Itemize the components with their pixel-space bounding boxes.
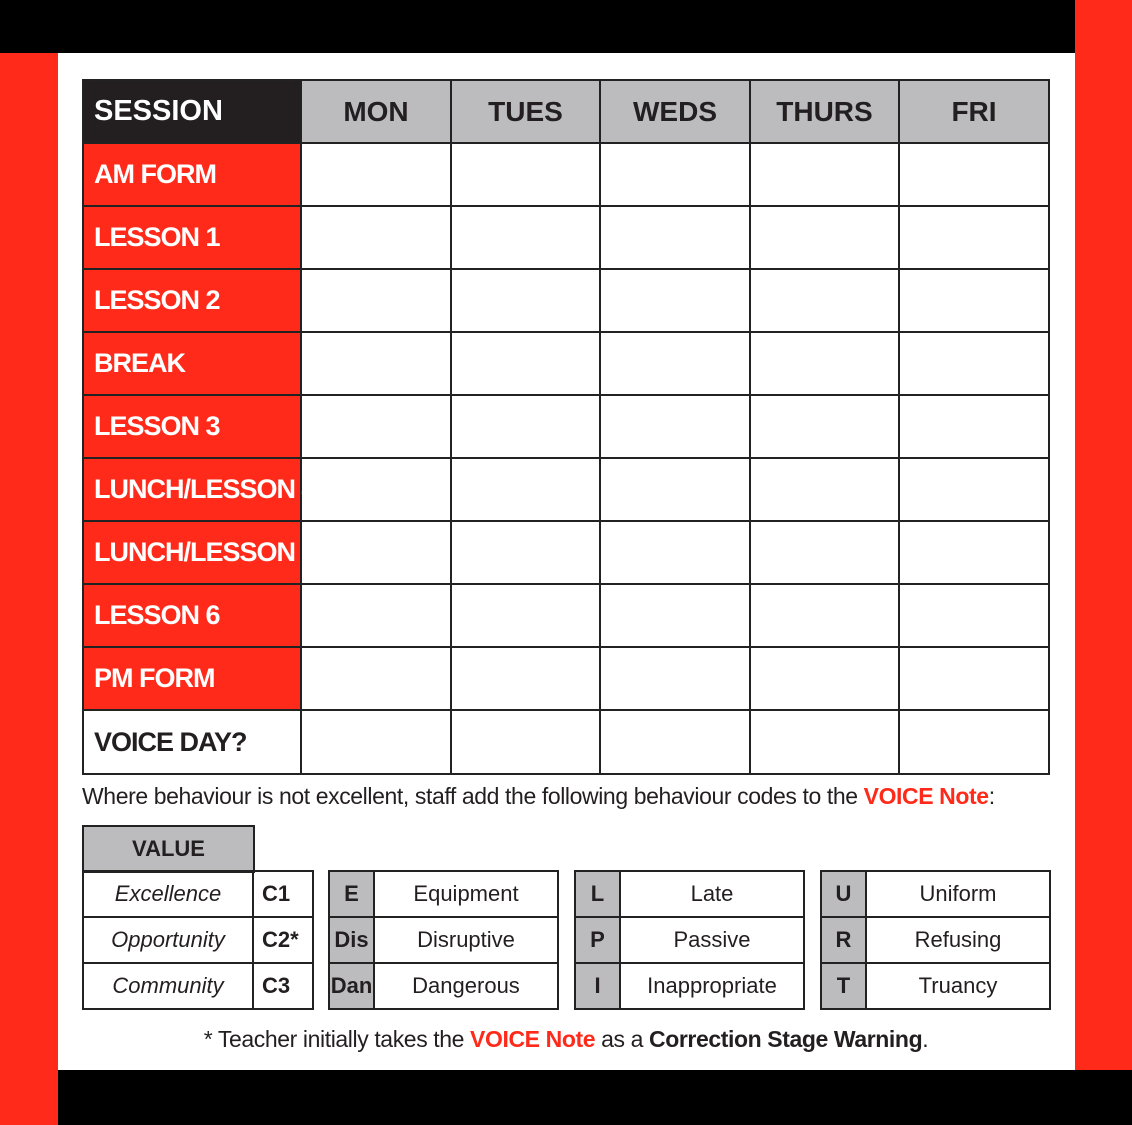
timetable-cell[interactable] <box>750 458 899 521</box>
session-label: LESSON 3 <box>83 395 301 458</box>
footnote-prefix: * Teacher initially takes the <box>203 1026 471 1052</box>
code-row <box>821 917 1050 963</box>
code-row <box>329 871 558 917</box>
timetable-cell[interactable] <box>750 332 899 395</box>
note-end: : <box>988 783 995 809</box>
timetable-cell[interactable] <box>899 647 1049 710</box>
day-header-fri: FRI <box>899 80 1049 143</box>
frame-right-border <box>1075 0 1132 1070</box>
timetable-cell[interactable] <box>899 395 1049 458</box>
timetable-cell[interactable] <box>451 458 600 521</box>
code-label: Late <box>620 871 804 917</box>
note-text: Where behaviour is not excellent, staff add the following behaviour codes to the <box>82 783 864 809</box>
code-row <box>329 963 558 1009</box>
timetable-cell[interactable] <box>301 458 451 521</box>
timetable-row <box>83 521 1049 584</box>
value-name: Excellence <box>83 871 253 917</box>
code-key: Dan <box>329 963 374 1009</box>
code-key: Dis <box>329 917 374 963</box>
timetable-cell[interactable] <box>899 521 1049 584</box>
session-label: AM FORM <box>83 143 301 206</box>
footnote-end: . <box>922 1026 929 1052</box>
session-label: LUNCH/LESSON 4 <box>83 458 301 521</box>
timetable-row <box>83 647 1049 710</box>
timetable-row <box>83 206 1049 269</box>
timetable-cell[interactable] <box>750 710 899 774</box>
code-row <box>575 871 804 917</box>
frame-top-border <box>0 0 1075 53</box>
timetable-cell[interactable] <box>899 206 1049 269</box>
footnote <box>0 1026 1132 1053</box>
timetable-header-row <box>83 80 1049 143</box>
day-header-tues: TUES <box>451 80 600 143</box>
timetable-row <box>83 458 1049 521</box>
timetable-cell[interactable] <box>301 332 451 395</box>
timetable-cell[interactable] <box>301 269 451 332</box>
value-code: C3 <box>253 963 313 1009</box>
timetable-cell[interactable] <box>600 206 750 269</box>
code-label: Truancy <box>866 963 1050 1009</box>
code-label: Disruptive <box>374 917 558 963</box>
timetable-cell[interactable] <box>750 206 899 269</box>
timetable-cell[interactable] <box>899 458 1049 521</box>
value-table <box>82 870 314 1010</box>
timetable-cell[interactable] <box>899 584 1049 647</box>
timetable-row <box>83 269 1049 332</box>
day-header-mon: MON <box>301 80 451 143</box>
value-name: Opportunity <box>83 917 253 963</box>
timetable-cell[interactable] <box>899 143 1049 206</box>
timetable-cell[interactable] <box>750 143 899 206</box>
timetable-cell[interactable] <box>600 521 750 584</box>
value-code: C1 <box>253 871 313 917</box>
session-label: PM FORM <box>83 647 301 710</box>
value-row <box>83 917 313 963</box>
timetable-cell[interactable] <box>600 584 750 647</box>
timetable-row <box>83 143 1049 206</box>
timetable-cell[interactable] <box>600 269 750 332</box>
timetable-cell[interactable] <box>899 332 1049 395</box>
timetable-cell[interactable] <box>600 710 750 774</box>
session-label: LESSON 2 <box>83 269 301 332</box>
timetable-row-voice-day <box>83 710 1049 774</box>
timetable-row <box>83 395 1049 458</box>
timetable-cell[interactable] <box>899 710 1049 774</box>
timetable-cell[interactable] <box>451 269 600 332</box>
code-label: Inappropriate <box>620 963 804 1009</box>
code-row <box>575 917 804 963</box>
code-group-late <box>574 870 805 1010</box>
code-row <box>821 963 1050 1009</box>
timetable-cell[interactable] <box>600 458 750 521</box>
session-label: BREAK <box>83 332 301 395</box>
behaviour-note <box>82 783 995 810</box>
timetable-cell[interactable] <box>600 143 750 206</box>
value-header: VALUE <box>82 825 255 873</box>
code-label: Refusing <box>866 917 1050 963</box>
timetable-cell[interactable] <box>750 395 899 458</box>
day-header-weds: WEDS <box>600 80 750 143</box>
frame-left-border <box>0 53 58 1125</box>
timetable-cell[interactable] <box>451 521 600 584</box>
timetable-cell[interactable] <box>451 710 600 774</box>
timetable <box>82 79 1050 775</box>
timetable-cell[interactable] <box>301 647 451 710</box>
value-name: Community <box>83 963 253 1009</box>
timetable-cell[interactable] <box>600 332 750 395</box>
timetable-cell[interactable] <box>750 584 899 647</box>
timetable-cell[interactable] <box>451 332 600 395</box>
timetable-cell[interactable] <box>750 647 899 710</box>
timetable-cell[interactable] <box>301 206 451 269</box>
timetable-row <box>83 332 1049 395</box>
timetable-cell[interactable] <box>451 206 600 269</box>
timetable-cell[interactable] <box>750 521 899 584</box>
code-key: I <box>575 963 620 1009</box>
code-key: L <box>575 871 620 917</box>
frame-bottom-border <box>58 1070 1132 1125</box>
footnote-middle: as a <box>595 1026 649 1052</box>
voice-day-label: VOICE DAY? <box>83 710 301 774</box>
note-highlight: VOICE Note <box>863 783 989 809</box>
code-label: Dangerous <box>374 963 558 1009</box>
value-row <box>83 963 313 1009</box>
timetable-row <box>83 584 1049 647</box>
day-header-thurs: THURS <box>750 80 899 143</box>
timetable-cell[interactable] <box>451 143 600 206</box>
timetable-cell[interactable] <box>899 269 1049 332</box>
timetable-cell[interactable] <box>600 395 750 458</box>
code-key: T <box>821 963 866 1009</box>
session-label: LESSON 6 <box>83 584 301 647</box>
timetable-cell[interactable] <box>600 647 750 710</box>
footnote-highlight: VOICE Note <box>470 1026 596 1052</box>
timetable-cell[interactable] <box>301 143 451 206</box>
code-key: E <box>329 871 374 917</box>
code-group-uniform <box>820 870 1051 1010</box>
code-label: Uniform <box>866 871 1050 917</box>
timetable-cell[interactable] <box>301 521 451 584</box>
timetable-cell[interactable] <box>301 710 451 774</box>
code-key: U <box>821 871 866 917</box>
session-label: LESSON 1 <box>83 206 301 269</box>
session-header: SESSION <box>83 80 301 143</box>
timetable-cell[interactable] <box>301 584 451 647</box>
value-row <box>83 871 313 917</box>
code-row <box>329 917 558 963</box>
code-label: Equipment <box>374 871 558 917</box>
code-label: Passive <box>620 917 804 963</box>
timetable-cell[interactable] <box>451 647 600 710</box>
code-row <box>575 963 804 1009</box>
timetable-cell[interactable] <box>451 584 600 647</box>
code-key: P <box>575 917 620 963</box>
code-group-equipment <box>328 870 559 1010</box>
timetable-cell[interactable] <box>451 395 600 458</box>
timetable-cell[interactable] <box>301 395 451 458</box>
timetable-cell[interactable] <box>750 269 899 332</box>
session-label: LUNCH/LESSON 5 <box>83 521 301 584</box>
code-key: R <box>821 917 866 963</box>
code-row <box>821 871 1050 917</box>
value-code: C2* <box>253 917 313 963</box>
footnote-bold: Correction Stage Warning <box>648 1026 923 1052</box>
